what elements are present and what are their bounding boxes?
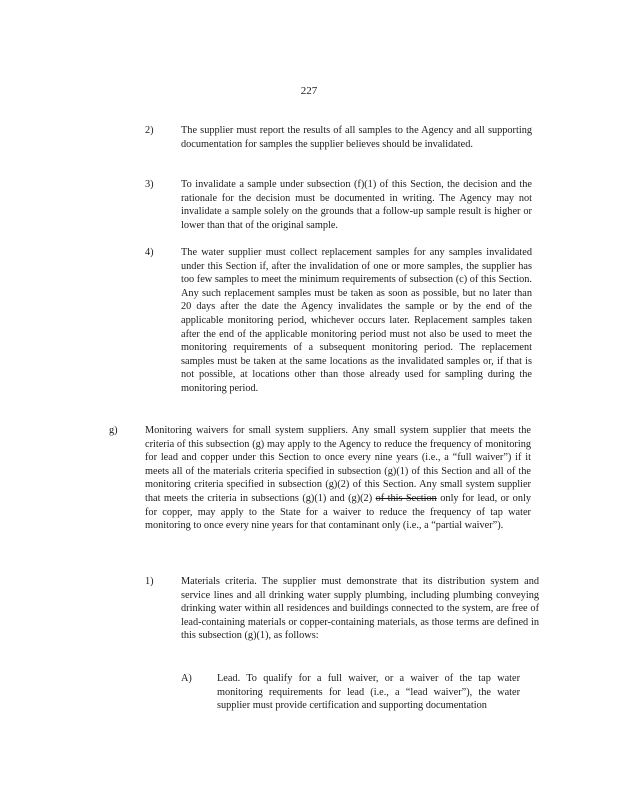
- item-text: The supplier must report the results of all samples to the Agency and all supporting documentation for samples the supplier believes should be invalidated.: [181, 125, 532, 150]
- item-text: To invalidate a sample under subsection (f)(1) of this Section, the decision and the rationale for the decision must be documented in writing. The Agency may not invalidate a sample solely on the grounds that a follow-up sample result is higher or lower than that of the original sample.: [181, 179, 532, 231]
- item-text: Materials criteria. The supplier must demonstrate that its distribution system and service lines and all drinking water supply plumbing, including plumbing conveying drinking water within all residences and buildings connected to the system, are free of lead-containing materials or copper-containing materials, as those terms are defined in this subsection (g)(1), as follows:: [181, 576, 539, 642]
- item-label: 4): [145, 247, 154, 258]
- item-label: A): [181, 673, 192, 684]
- item-text: [145, 424, 531, 533]
- item-text: The water supplier must collect replacement samples for any samples invalidated under this Section if, after the invalidation of one or more samples, the supplier has too few samples to meet the minimum requirements of subsection (c) of this Section. Any such replacement samples must be taken as soon as possible, but no later than 20 days after the date the Agency invalidates the sample or by the end of the applicable monitoring period, whichever occurs later. Replacement samples taken after the end of the applicable monitoring period must not also be used to meet the monitoring requirements of a subsequent monitoring period. The replacement samples must be taken at the same locations as the invalidated samples or, if that is not possible, at locations other than those already used for sampling during the monitoring period.: [181, 247, 532, 394]
- item-label: 2): [145, 125, 154, 136]
- text-after-strike: only for lead, or only for copper, may apply to the State for a waiver to reduce the frequency of tap water monitoring to once every nine years for that contaminant only (i.e., a “partial waiver”).: [145, 492, 531, 532]
- item-text: Lead. To qualify for a full waiver, or a waiver of the tap water monitoring requirements for lead (i.e., a “lead waiver”), the water supplier must provide certification and supporting documentation: [217, 673, 520, 712]
- page-number: 227: [300, 85, 318, 97]
- item-label: 1): [145, 576, 154, 587]
- text-before-strike: Monitoring waivers for small system suppliers. Any small system supplier that meets the criteria of this subsection (g) may apply to the Agency to reduce the frequency of monitoring for lead and copper under this Section to once every nine years (i.e., a “full waiver”) if it meets all of the materials criteria specified in subsection (g)(1) of this Section and all of the monitoring criteria specified in subsection (g)(2) of this Section. Any small system supplier that meets the criteria in subsections (g)(1) and (g)(2): [145, 425, 531, 504]
- item-label: 3): [145, 179, 154, 190]
- struck-text: of this Section: [375, 492, 437, 504]
- item-label: g): [109, 425, 118, 436]
